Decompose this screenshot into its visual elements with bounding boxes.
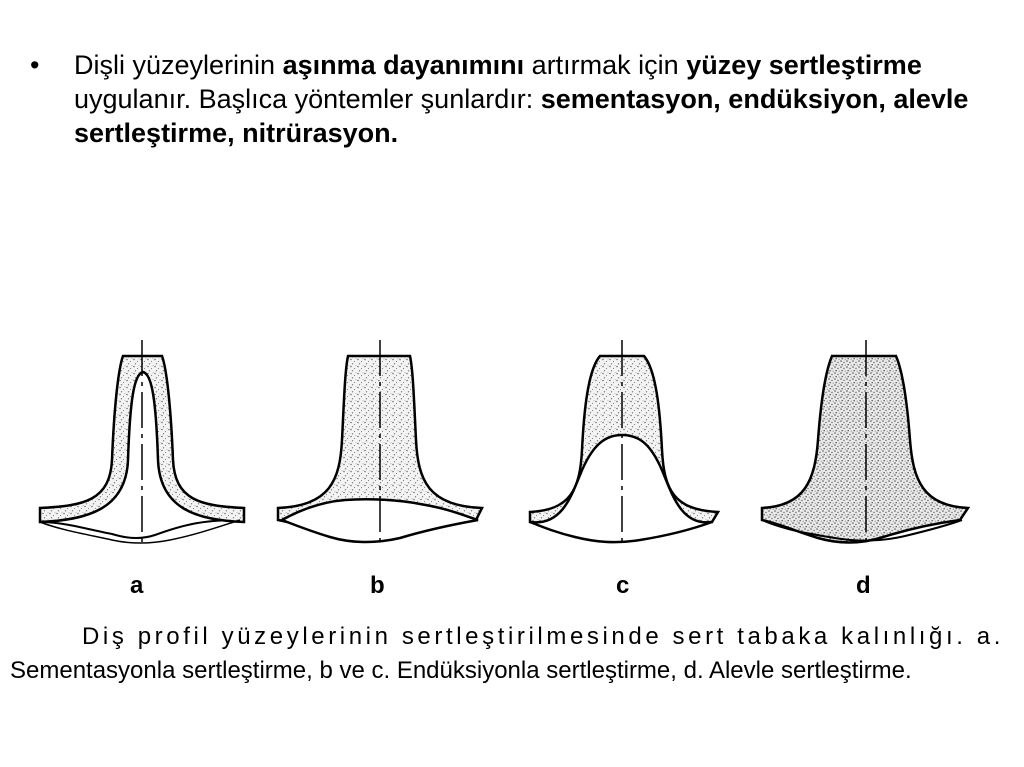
figure-label-a: a [130,572,144,599]
bullet-text-part: Dişli yüzeylerinin [74,50,283,80]
bullet-bold-methods: sementasyon, endüksiyon, alevle sertleştirme, nitrürasyon. [74,84,969,148]
gear-tooth-figure [0,330,1024,590]
caption-line-1: Diş profil yüzeylerinin sertleştirilmesinde sert tabaka kalınlığı. a. [82,623,1005,650]
figure-caption [10,620,1010,688]
bullet-text-part: uygulanır. Başlıca yöntemler şunlardır: [74,84,541,114]
tooth-a [40,340,244,548]
tooth-c [530,340,718,548]
hardened-layer-d [762,356,968,543]
tooth-d [762,340,968,548]
bullet-bold-hardening: yüzey sertleştirme [686,50,922,80]
bullet-text [74,48,974,150]
figure-label-b: b [370,572,385,599]
figure-label-c: c [616,572,630,599]
bullet-marker: • [30,50,40,80]
caption-line-2: Sementasyonla sertleştirme, b ve c. Endüksiyonla sertleştirme, d. Alevle sertleştirme. [10,657,912,684]
tooth-b [278,340,482,548]
figure-label-d: d [856,572,871,599]
bullet-bold-wear: aşınma dayanımını [282,50,525,80]
bullet-text-part: artırmak için [524,50,687,80]
gear-tooth-diagram [0,330,1024,570]
